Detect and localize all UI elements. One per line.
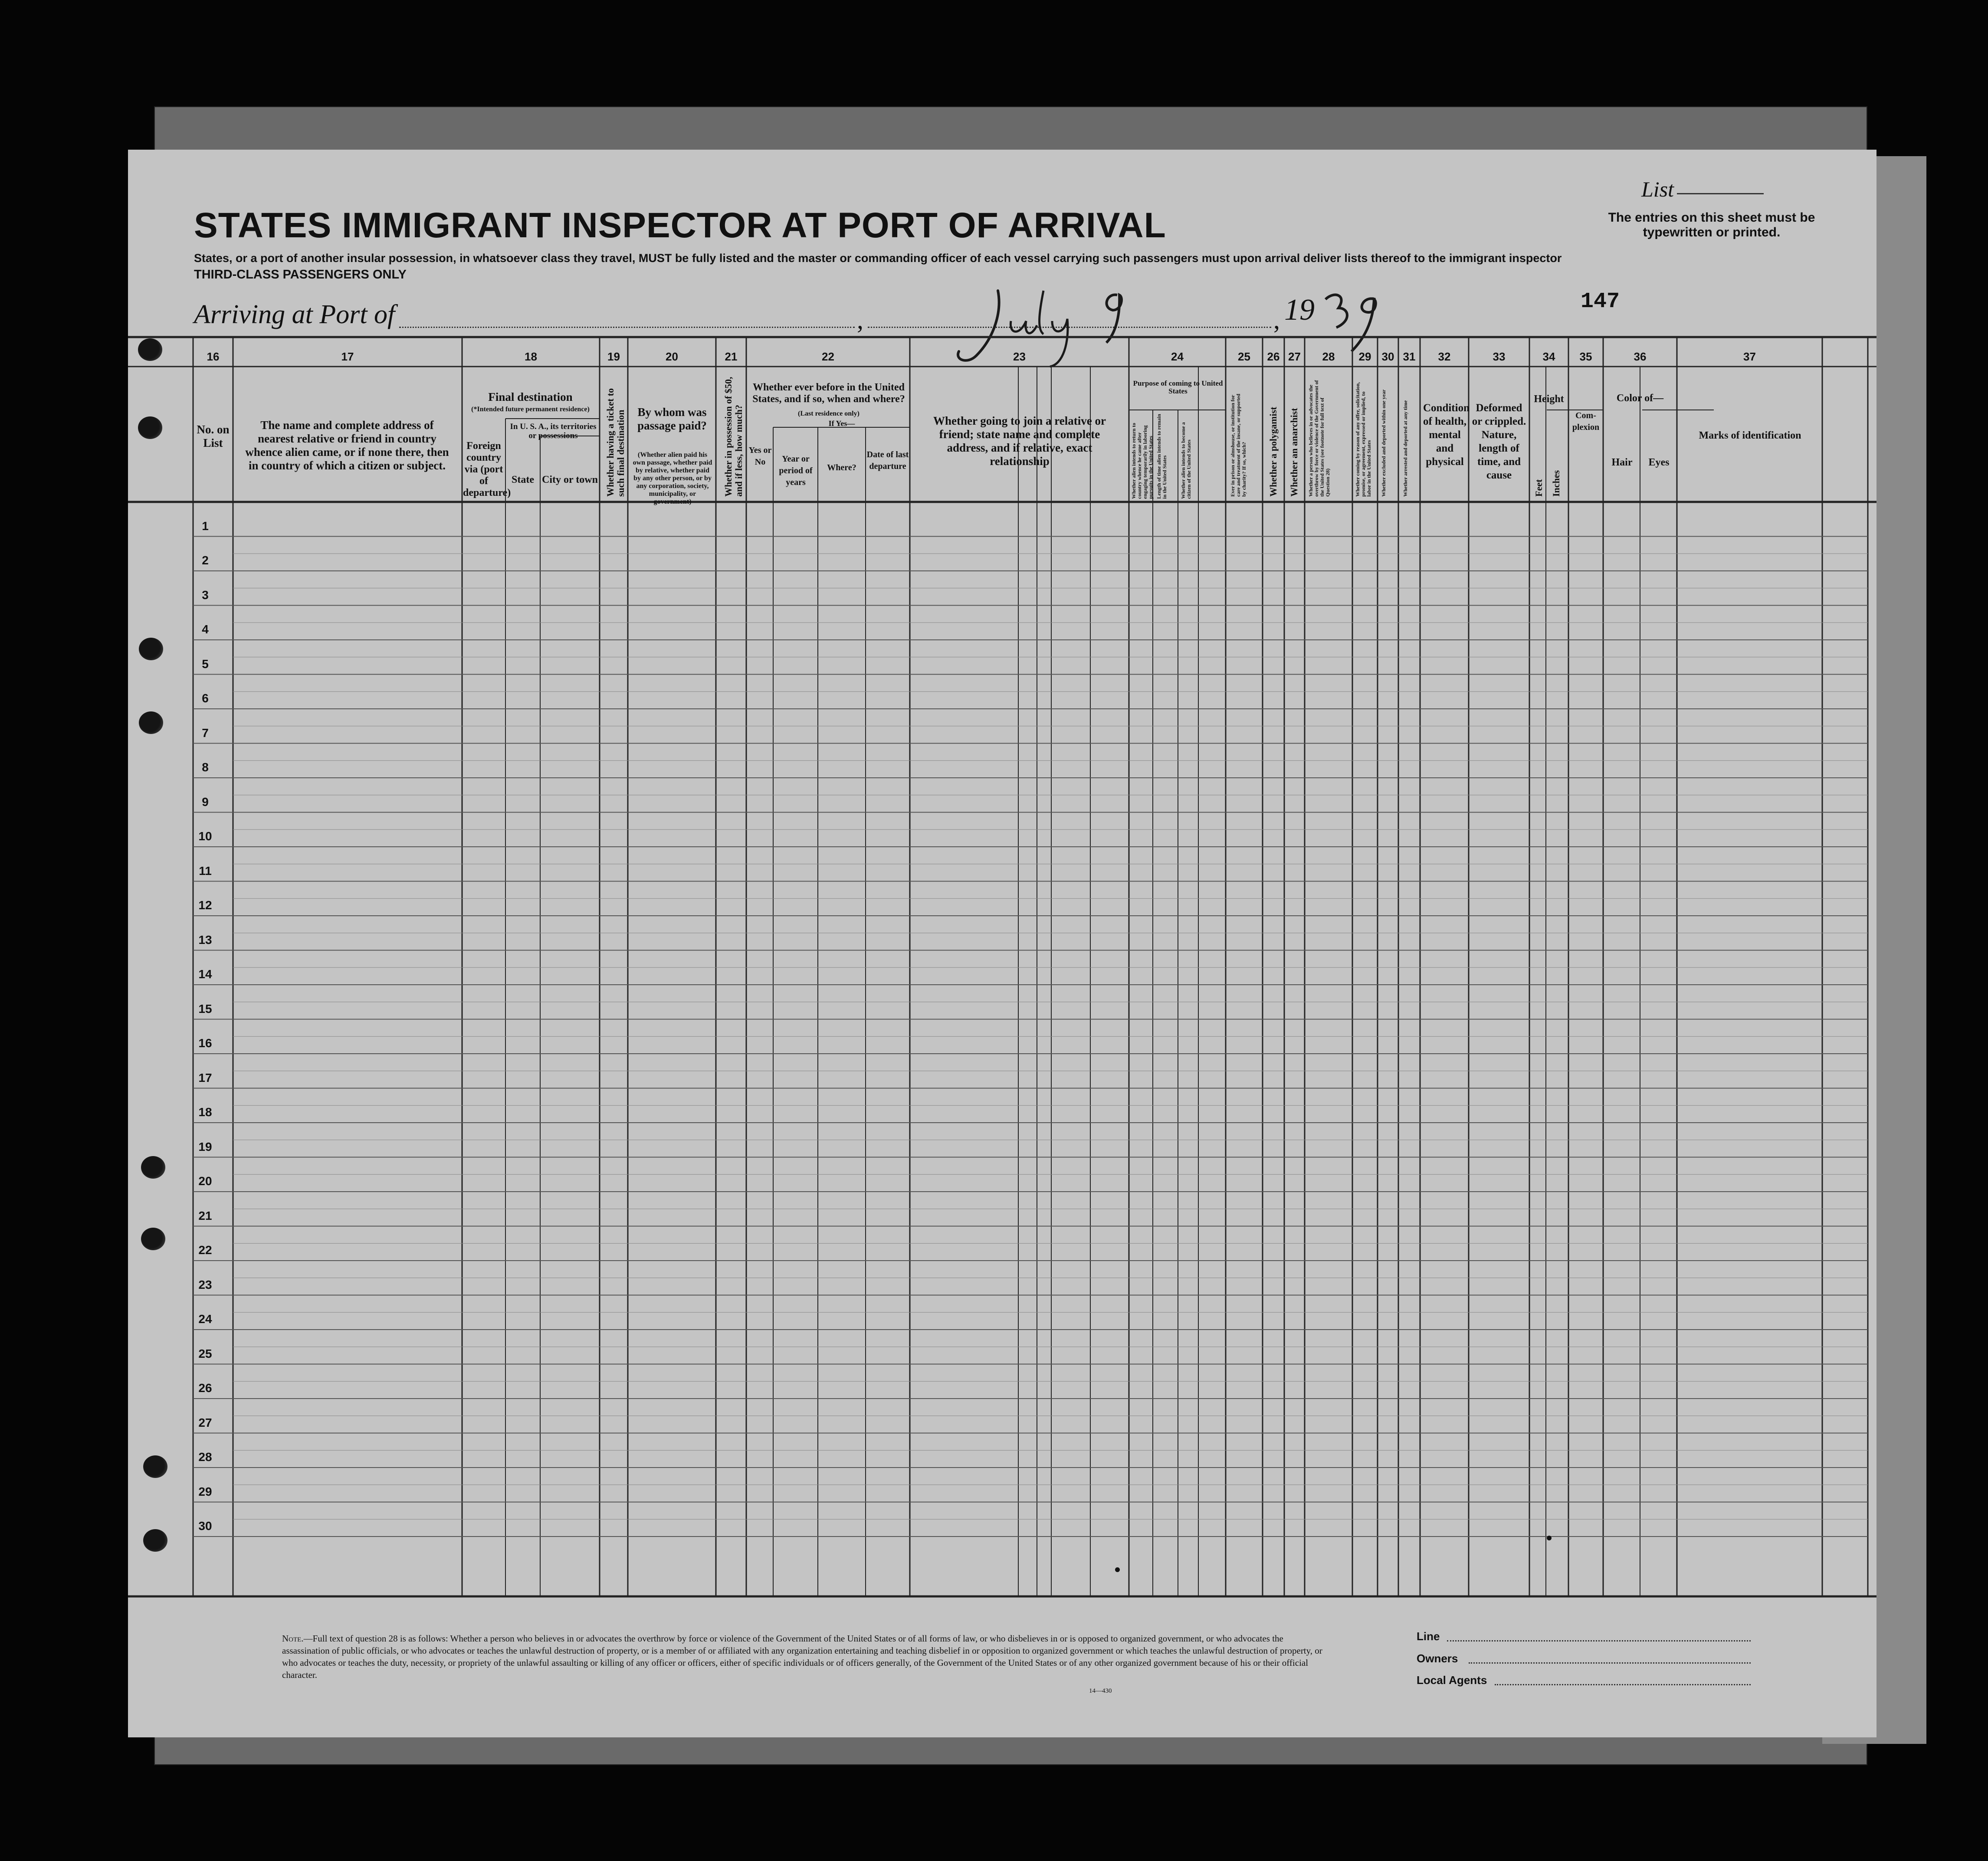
- col-24-return-intent: Whether alien intends to return to country whence he came after engaging temporarily in laboring pursuits in the United States: [1131, 423, 1154, 499]
- col-22-label: Whether ever before in the United States, and if so, when and where?: [752, 382, 905, 405]
- row-number: 30: [198, 1519, 212, 1533]
- col-30-number: 30: [1381, 350, 1394, 363]
- form-code: 14—430: [1089, 1687, 1112, 1694]
- row-number: 25: [198, 1347, 212, 1360]
- col-21-number: 21: [725, 350, 738, 363]
- binder-hole: [139, 638, 163, 660]
- line-entry: [1447, 1640, 1751, 1641]
- col-24-citizen-intent: Whether alien intends to become a citizen of the United States: [1180, 422, 1192, 499]
- col-35-number: 35: [1579, 350, 1592, 363]
- row-number: 29: [198, 1484, 212, 1498]
- row-number: 2: [202, 554, 209, 567]
- row-number: 3: [202, 588, 209, 602]
- col-27-number: 27: [1288, 350, 1301, 363]
- entries-note: The entries on this sheet must be typewritten or printed.: [1608, 210, 1815, 239]
- row-number: 24: [198, 1312, 212, 1326]
- note-text: —Full text of question 28 is as follows: Whether a person who believes in or advocates the overthrow by force or violence of the Government of the United States or of all forms of law, or who disbelieves in or is opposed to organized government, or who advocates the assassination of public officials, or who advocates or teaches the unlawful destruction of property, or is a member of or affiliated with any organization entertaining and teaching disbelief in or opposition to organized government or which teaches the unlawful destruction of property, or who advocates or teaches the duty, necessity, or propriety of the unlawful assaulting or killing of any officer or officers, either of specific individuals or of officers generally, of the Government of the United States or of any other organized government because of his or their official character.: [282, 1633, 1322, 1680]
- col-20-label: By whom was passage paid?: [637, 406, 707, 432]
- col-32-number: 32: [1438, 350, 1451, 363]
- col-23-number: 23: [1013, 350, 1026, 363]
- col-18-number: 18: [525, 350, 537, 363]
- col-16-number: 16: [207, 350, 220, 363]
- row-number: 28: [198, 1450, 212, 1464]
- col-37-label: Marks of identification: [1699, 430, 1801, 441]
- row-number: 15: [198, 1002, 212, 1016]
- row-number: 9: [202, 795, 209, 809]
- binder-hole: [139, 711, 163, 734]
- col-33-label: Deformed or crippled. Nature, length of time, and cause: [1472, 402, 1526, 481]
- col-30-label: Whether excluded and deported within one year: [1381, 389, 1387, 497]
- col-32-label: Condition of health, mental and physical: [1423, 402, 1470, 468]
- row-number: 18: [198, 1105, 212, 1119]
- col-36-label: Color of—: [1616, 393, 1664, 404]
- col-37-number: 37: [1743, 350, 1756, 363]
- instructions-text: States, or a port of another insular possession, in whatsoever class they travel, MUST be fully listed and the master or commanding officer of each vessel carrying such passengers must upon arrival deliver lists thereof to the immigrant inspector: [194, 252, 1562, 265]
- col-25-label: Ever in prison or almshouse, or institution for care and treatment of the insane, or supported by charity? If so, which?: [1230, 393, 1247, 497]
- col-25-number: 25: [1238, 350, 1250, 363]
- arriving-port-label: Arriving at Port of: [194, 300, 395, 329]
- row-number: 10: [198, 829, 212, 843]
- col-22-yes-no: Yes or No: [748, 446, 772, 467]
- note-label: Note.: [282, 1633, 304, 1644]
- col-18-sublabel: (*Intended future permanent residence): [471, 406, 590, 413]
- row-number: 17: [198, 1071, 212, 1084]
- binder-hole: [138, 416, 162, 439]
- ink-speck: [1547, 1536, 1552, 1540]
- owners-entry: [1469, 1662, 1751, 1664]
- year-prefix: 19: [1284, 293, 1315, 327]
- col-28-label: Whether a person who believes in or advocates the overthrow by force or violence of the Government of the United States (see footnote for full text of Question 28): [1308, 380, 1331, 497]
- row-number: 16: [198, 1036, 212, 1050]
- col-34-feet: Feet: [1533, 479, 1544, 497]
- row-number: 11: [199, 864, 212, 878]
- row-number: 7: [202, 726, 209, 740]
- binder-hole: [138, 338, 162, 361]
- local-agents-entry: [1495, 1684, 1751, 1685]
- col-35-label: Com-plexion: [1572, 411, 1600, 432]
- ink-speck: [1115, 1567, 1120, 1572]
- col-22-number: 22: [822, 350, 834, 363]
- line-label: Line: [1417, 1630, 1440, 1643]
- col-20-number: 20: [666, 350, 678, 363]
- col-18-foreign: Foreign country via (port of departure): [463, 440, 511, 498]
- row-number: 1: [202, 519, 209, 533]
- comma-mark: ,: [857, 305, 863, 334]
- binder-hole: [143, 1455, 167, 1478]
- row-number: 12: [198, 898, 212, 912]
- passenger-class-label: THIRD-CLASS PASSENGERS ONLY: [194, 268, 407, 282]
- col-18-state: State: [512, 474, 534, 485]
- row-number: 14: [198, 967, 212, 981]
- col-22-date-departure: Date of last departure: [866, 450, 909, 471]
- col-18-usa: In U. S. A., its territories or possessions: [510, 422, 597, 440]
- col-29-number: 29: [1358, 350, 1371, 363]
- sheet-number: 147: [1581, 289, 1620, 314]
- col-17-label: The name and complete address of nearest relative or friend in country whence alien came, or if none there, then in country of which a citizen or subject.: [245, 419, 449, 472]
- list-label: List: [1641, 177, 1674, 201]
- col-26-number: 26: [1267, 350, 1280, 363]
- col-16-label: No. on List: [197, 423, 230, 449]
- col-31-number: 31: [1403, 350, 1416, 363]
- col-17-number: 17: [341, 350, 354, 363]
- row-number: 19: [198, 1140, 212, 1153]
- row-number: 27: [198, 1415, 212, 1429]
- col-31-label: Whether arrested and deported at any time: [1402, 400, 1408, 497]
- row-number: 13: [198, 933, 212, 947]
- binder-hole: [143, 1529, 167, 1552]
- row-number: 6: [202, 691, 209, 705]
- col-21-label: Whether in possession of $50, and if less, how much?: [723, 377, 744, 497]
- col-36-number: 36: [1634, 350, 1647, 363]
- col-18-label: Final destination: [488, 390, 573, 403]
- col-19-number: 19: [607, 350, 620, 363]
- col-22-if-yes: If Yes—: [828, 419, 855, 428]
- col-36-eyes: Eyes: [1648, 457, 1670, 468]
- col-24-label: Purpose of coming to United States: [1133, 379, 1223, 395]
- col-22-where: Where?: [827, 463, 856, 472]
- footer-note: [282, 1632, 1332, 1681]
- comma-mark: ,: [1273, 305, 1280, 334]
- col-22-sublabel: (Last residence only): [798, 410, 859, 417]
- local-agents-label: Local Agents: [1417, 1674, 1487, 1687]
- col-34-number: 34: [1542, 350, 1555, 363]
- row-number: 26: [198, 1381, 212, 1395]
- owners-label: Owners: [1417, 1652, 1458, 1665]
- row-number: 20: [198, 1174, 212, 1188]
- col-20-detail: (Whether alien paid his own passage, whether paid by relative, whether paid by any other person, or by any corporation, society, municipality, or government): [633, 451, 712, 505]
- binder-hole: [141, 1156, 165, 1179]
- col-34-label: Height: [1534, 393, 1564, 405]
- col-34-inches: Inches: [1551, 470, 1562, 497]
- col-29-label: Whether coming by reason of any offer, solicitation, promise, or agreement, expressed or implied, to labor in the United States: [1355, 382, 1372, 497]
- row-number: 8: [202, 760, 209, 774]
- row-number: 21: [198, 1209, 212, 1222]
- col-24-length-of-stay: Length of time alien intends to remain in the United States: [1156, 414, 1168, 499]
- document-title: STATES IMMIGRANT INSPECTOR AT PORT OF ARRIVAL: [194, 206, 1166, 245]
- manifest-sheet: [128, 150, 1876, 1737]
- row-number: 23: [198, 1278, 212, 1291]
- binder-hole: [141, 1228, 165, 1250]
- col-33-number: 33: [1493, 350, 1506, 363]
- manifest-grid: [128, 150, 1876, 1737]
- row-number: 4: [202, 623, 209, 636]
- col-26-label: Whether a polygamist: [1268, 406, 1279, 497]
- col-27-label: Whether an anarchist: [1289, 408, 1299, 497]
- col-22-years: Year or period of years: [779, 454, 813, 487]
- col-23-label: Whether going to join a relative or friend; state name and complete address, and if relative, exact relationship: [933, 414, 1106, 468]
- col-18-city: City or town: [542, 474, 598, 485]
- row-number: 22: [198, 1243, 212, 1257]
- col-24-number: 24: [1171, 350, 1184, 363]
- col-19-label: Whether having a ticket to such final destination: [605, 388, 626, 497]
- col-28-number: 28: [1322, 350, 1335, 363]
- row-number: 5: [202, 657, 209, 671]
- col-36-hair: Hair: [1611, 457, 1633, 468]
